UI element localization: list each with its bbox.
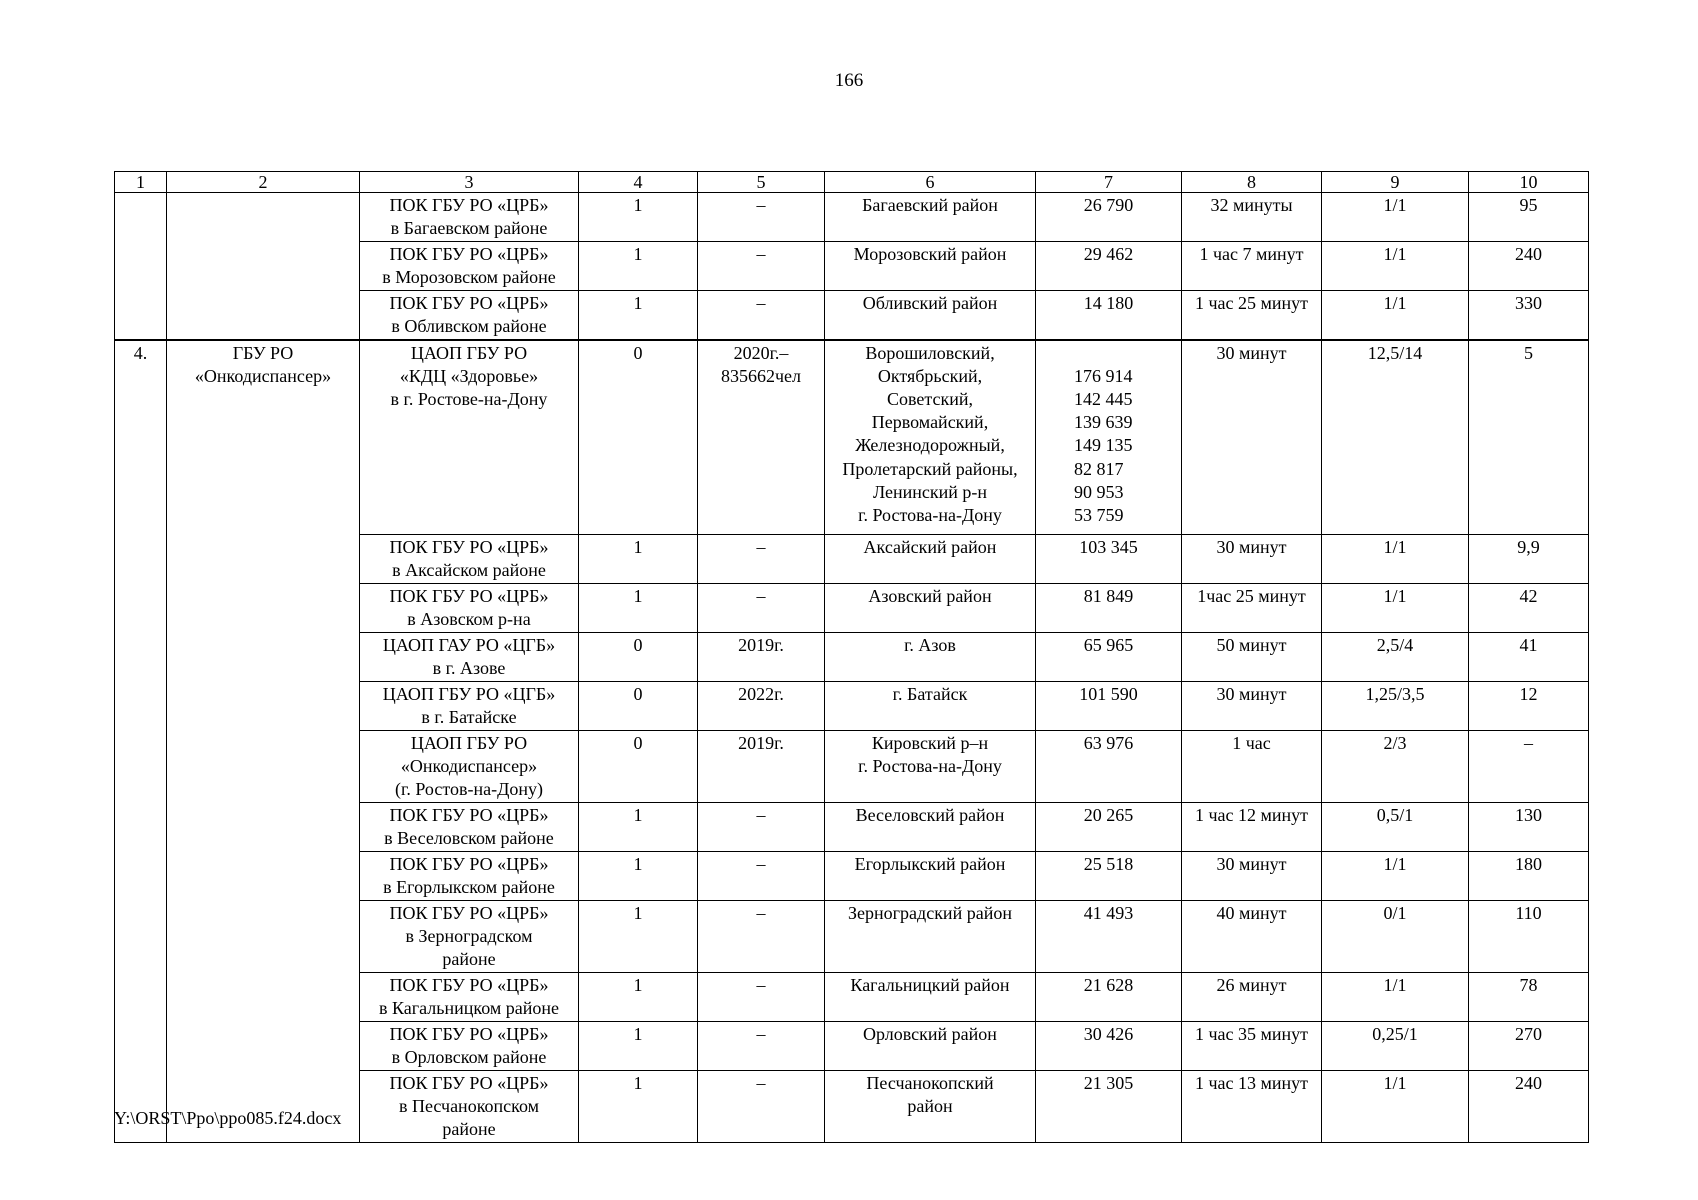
cell-c10: 78 — [1469, 973, 1589, 1022]
row-number-cell: 4. — [115, 340, 167, 1143]
cell-c9: 0/1 — [1322, 901, 1469, 973]
cell-c6: Песчанокопский район — [825, 1071, 1036, 1143]
cell-c10: 9,9 — [1469, 535, 1589, 584]
header-cell-4: 4 — [579, 172, 698, 193]
cell-c6: Кагальницкий район — [825, 973, 1036, 1022]
cell-c7: 26 790 — [1036, 193, 1182, 242]
cell-c3: ПОК ГБУ РО «ЦРБ» в Веселовском районе — [360, 803, 579, 852]
cell-c4: 0 — [579, 340, 698, 535]
cell-c5: 2022г. — [698, 682, 825, 731]
cell-c3: ПОК ГБУ РО «ЦРБ» в Зерноградском районе — [360, 901, 579, 973]
cell-c4: 0 — [579, 633, 698, 682]
cell-c6: Кировский р–н г. Ростова-на-Дону — [825, 731, 1036, 803]
cell-c9: 0,25/1 — [1322, 1022, 1469, 1071]
cell-c8: 1 час — [1182, 731, 1322, 803]
cell-c8: 40 минут — [1182, 901, 1322, 973]
cell-c6: Аксайский район — [825, 535, 1036, 584]
table-row — [115, 193, 1589, 242]
cell-c10: 240 — [1469, 1071, 1589, 1143]
cell-c10: 12 — [1469, 682, 1589, 731]
cell-c5: – — [698, 535, 825, 584]
cell-c7: 25 518 — [1036, 852, 1182, 901]
cell-c8: 30 минут — [1182, 340, 1322, 535]
cell-c7: 103 345 — [1036, 535, 1182, 584]
cell-c9: 1/1 — [1322, 535, 1469, 584]
cell-c9: 1/1 — [1322, 584, 1469, 633]
cell-c3: ПОК ГБУ РО «ЦРБ» в Багаевском районе — [360, 193, 579, 242]
cell-c9: 1/1 — [1322, 242, 1469, 291]
cell-c4: 1 — [579, 242, 698, 291]
header-cell-8: 8 — [1182, 172, 1322, 193]
cell-c4: 1 — [579, 803, 698, 852]
cell-c3: ПОК ГБУ РО «ЦРБ» в Кагальницком районе — [360, 973, 579, 1022]
cell-c10: 240 — [1469, 242, 1589, 291]
cell-c9: 1/1 — [1322, 193, 1469, 242]
cell-c9: 1/1 — [1322, 291, 1469, 340]
cell-c10: – — [1469, 731, 1589, 803]
header-cell-5: 5 — [698, 172, 825, 193]
cell-c4: 1 — [579, 852, 698, 901]
cell-c6: Морозовский район — [825, 242, 1036, 291]
cell-c6: Зерноградский район — [825, 901, 1036, 973]
cell-c10: 41 — [1469, 633, 1589, 682]
header-cell-10: 10 — [1469, 172, 1589, 193]
cell-c5: – — [698, 584, 825, 633]
cell-c5: – — [698, 242, 825, 291]
cell-c5: 2019г. — [698, 633, 825, 682]
cell-c10: 5 — [1469, 340, 1589, 535]
cell-c9: 12,5/14 — [1322, 340, 1469, 535]
cell-c10: 42 — [1469, 584, 1589, 633]
cell-c8: 32 минуты — [1182, 193, 1322, 242]
cell-c3: ЦАОП ГБУ РО «Онкодиспансер» (г. Ростов-на-Дону) — [360, 731, 579, 803]
cell-c8: 30 минут — [1182, 852, 1322, 901]
cell-c5: – — [698, 803, 825, 852]
cell-c7: 21 305 — [1036, 1071, 1182, 1143]
table-body — [115, 172, 1589, 1143]
cell-c5: – — [698, 852, 825, 901]
cell-c5: – — [698, 1022, 825, 1071]
cell-c4: 1 — [579, 973, 698, 1022]
cell-c6: Веселовский район — [825, 803, 1036, 852]
cell-c7: 21 628 — [1036, 973, 1182, 1022]
cell-c10: 95 — [1469, 193, 1589, 242]
cell-c4: 1 — [579, 584, 698, 633]
cell-c3: ПОК ГБУ РО «ЦРБ» в Орловском районе — [360, 1022, 579, 1071]
cell-c5: – — [698, 973, 825, 1022]
cell-c3: ПОК ГБУ РО «ЦРБ» в Песчанокопском районе — [360, 1071, 579, 1143]
cell-c6: г. Азов — [825, 633, 1036, 682]
cell-c9: 0,5/1 — [1322, 803, 1469, 852]
organization-cell: ГБУ РО «Онкодиспансер» — [167, 340, 360, 1143]
header-row — [115, 172, 1589, 193]
cell-c3: ПОК ГБУ РО «ЦРБ» в Обливском районе — [360, 291, 579, 340]
cell-c7: 29 462 — [1036, 242, 1182, 291]
cell-c5: – — [698, 1071, 825, 1143]
cell-c9: 2/3 — [1322, 731, 1469, 803]
header-cell-9: 9 — [1322, 172, 1469, 193]
cell-c8: 30 минут — [1182, 682, 1322, 731]
cell-c4: 0 — [579, 731, 698, 803]
cell-c7: 81 849 — [1036, 584, 1182, 633]
cell-c3: ПОК ГБУ РО «ЦРБ» в Азовском р-на — [360, 584, 579, 633]
cell-c4: 1 — [579, 1071, 698, 1143]
cell-c9: 2,5/4 — [1322, 633, 1469, 682]
data-table — [114, 171, 1589, 1143]
cell-c3: ПОК ГБУ РО «ЦРБ» в Аксайском районе — [360, 535, 579, 584]
cell-c7: 14 180 — [1036, 291, 1182, 340]
cell-c10: 330 — [1469, 291, 1589, 340]
cell-c8: 1 час 25 минут — [1182, 291, 1322, 340]
cell-c8: 30 минут — [1182, 535, 1322, 584]
row-number-cell — [115, 193, 167, 340]
footer-file-path: Y:\ORST\Ppo\ppo085.f24.docx — [114, 1108, 342, 1128]
header-cell-3: 3 — [360, 172, 579, 193]
cell-c4: 1 — [579, 535, 698, 584]
cell-c7: 41 493 — [1036, 901, 1182, 973]
cell-c6: Ворошиловский, Октябрьский, Советский, Первомайский, Железнодорожный, Пролетарский районы, Ленинский р-н г. Ростова-на-Дону — [825, 340, 1036, 535]
header-cell-2: 2 — [167, 172, 360, 193]
cell-c6: Обливский район — [825, 291, 1036, 340]
cell-c10: 130 — [1469, 803, 1589, 852]
cell-c3: ПОК ГБУ РО «ЦРБ» в Морозовском районе — [360, 242, 579, 291]
cell-c3: ЦАОП ГБУ РО «КДЦ «Здоровье» в г. Ростове-на-Дону — [360, 340, 579, 535]
cell-c8: 1 час 13 минут — [1182, 1071, 1322, 1143]
cell-c4: 1 — [579, 901, 698, 973]
cell-c10: 180 — [1469, 852, 1589, 901]
organization-cell — [167, 193, 360, 340]
cell-c6: г. Батайск — [825, 682, 1036, 731]
cell-c8: 1час 25 минут — [1182, 584, 1322, 633]
cell-c9: 1,25/3,5 — [1322, 682, 1469, 731]
cell-c4: 1 — [579, 1022, 698, 1071]
cell-c10: 270 — [1469, 1022, 1589, 1071]
cell-c4: 0 — [579, 682, 698, 731]
cell-c7: 101 590 — [1036, 682, 1182, 731]
page-number: 166 — [834, 70, 864, 91]
cell-c8: 1 час 7 минут — [1182, 242, 1322, 291]
cell-c5: 2019г. — [698, 731, 825, 803]
cell-c9: 1/1 — [1322, 852, 1469, 901]
cell-c5: 2020г.– 835662чел — [698, 340, 825, 535]
cell-c8: 50 минут — [1182, 633, 1322, 682]
cell-c9: 1/1 — [1322, 973, 1469, 1022]
cell-c7: 20 265 — [1036, 803, 1182, 852]
cell-c10: 110 — [1469, 901, 1589, 973]
table-row — [115, 340, 1589, 535]
cell-c5: – — [698, 291, 825, 340]
cell-c7: 30 426 — [1036, 1022, 1182, 1071]
cell-c8: 1 час 12 минут — [1182, 803, 1322, 852]
header-cell-6: 6 — [825, 172, 1036, 193]
cell-c3: ЦАОП ГАУ РО «ЦГБ» в г. Азове — [360, 633, 579, 682]
cell-c7: 63 976 — [1036, 731, 1182, 803]
cell-c6: Егорлыкский район — [825, 852, 1036, 901]
cell-c9: 1/1 — [1322, 1071, 1469, 1143]
cell-c5: – — [698, 901, 825, 973]
cell-c3: ЦАОП ГБУ РО «ЦГБ» в г. Батайске — [360, 682, 579, 731]
cell-c6: Орловский район — [825, 1022, 1036, 1071]
cell-c8: 26 минут — [1182, 973, 1322, 1022]
cell-c4: 1 — [579, 193, 698, 242]
cell-c7: 65 965 — [1036, 633, 1182, 682]
cell-c5: – — [698, 193, 825, 242]
cell-c6: Азовский район — [825, 584, 1036, 633]
cell-c3: ПОК ГБУ РО «ЦРБ» в Егорлыкском районе — [360, 852, 579, 901]
header-cell-7: 7 — [1036, 172, 1182, 193]
cell-c7: 176 914 142 445 139 639 149 135 82 817 90 953 53 759 — [1036, 340, 1182, 535]
cell-c8: 1 час 35 минут — [1182, 1022, 1322, 1071]
cell-c6: Багаевский район — [825, 193, 1036, 242]
header-cell-1: 1 — [115, 172, 167, 193]
cell-c4: 1 — [579, 291, 698, 340]
